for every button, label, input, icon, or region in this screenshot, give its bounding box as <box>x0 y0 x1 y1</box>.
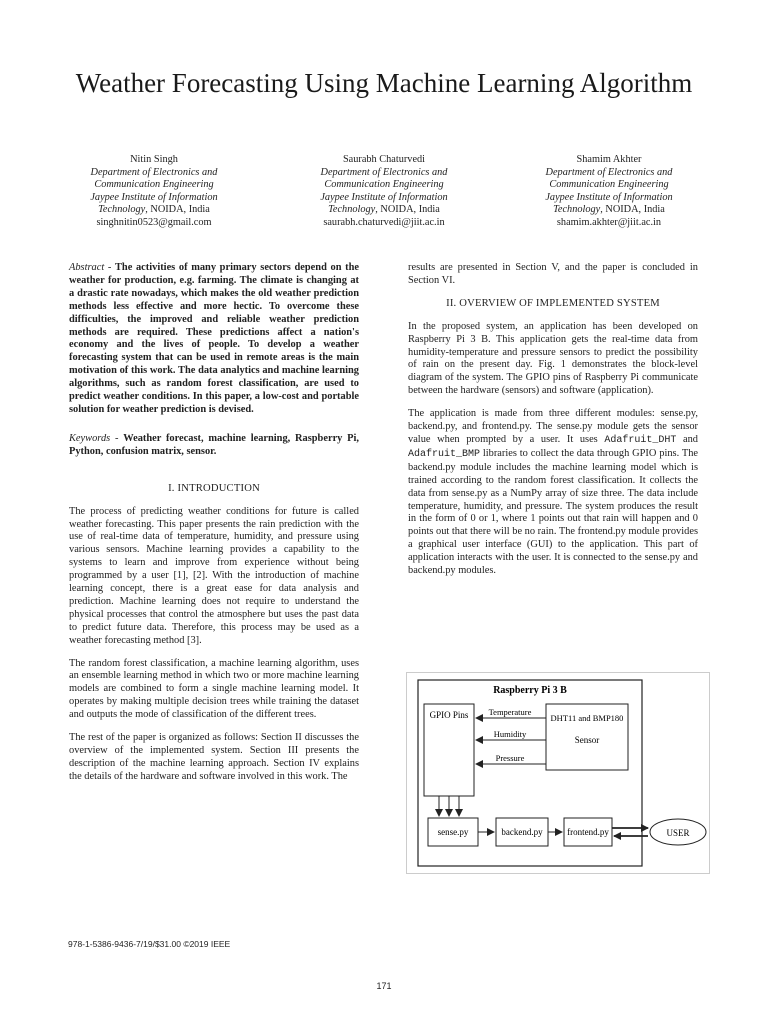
author-email: shamim.akhter@jiit.ac.in <box>556 216 662 228</box>
right-column <box>408 262 698 588</box>
author-institute: Jaypee Institute of Information <box>545 191 673 203</box>
page-number: 171 <box>376 981 392 991</box>
frontend-py-label: frontend.py <box>567 827 609 837</box>
author-institute: Jaypee Institute of Information <box>90 191 218 203</box>
author-dept: Communication Engineering <box>94 179 214 191</box>
code-term: Adafruit_BMP <box>408 448 481 460</box>
author-location: , NOIDA, India <box>375 204 440 216</box>
author-block-2 <box>269 154 499 230</box>
gpio-pins-label: GPIO Pins <box>429 710 469 720</box>
paragraph: In the proposed system, an application has been developed on Raspberry Pi 3 B. This application gets the real-time data from humidity-temperature and pressure sensors to predict the possibility of rain on the present day. Fig. 1 demonstrates the block-level diagram of the system. The GPIO pins of Raspberry Pi communicate between the hardware (sensors) and software (application). <box>408 320 698 397</box>
author-dept: Department of Electronics and <box>90 166 218 178</box>
left-column <box>69 262 359 794</box>
code-term: Adafruit_DHT <box>604 434 677 446</box>
temperature-label: Temperature <box>488 707 532 717</box>
keywords-label: Keywords <box>69 432 111 444</box>
section-heading: I. INTRODUCTION <box>168 482 260 494</box>
pressure-label: Pressure <box>495 753 525 763</box>
backend-py-label: backend.py <box>501 827 543 837</box>
paper-title: Weather Forecasting Using Machine Learning Algorithm <box>75 68 693 98</box>
author-block-1 <box>39 154 269 230</box>
author-dept: Communication Engineering <box>324 179 444 191</box>
sensor-label-2: Sensor <box>574 735 600 745</box>
author-email: singhnitin0523@gmail.com <box>96 216 212 228</box>
author-institute: Technology <box>328 204 376 216</box>
block-diagram <box>406 672 710 874</box>
abstract-label: Abstract <box>69 262 105 273</box>
sensor-label-1: DHT11 and BMP180 <box>550 713 624 723</box>
author-name: Nitin Singh <box>130 154 178 165</box>
abstract-text: The activities of many primary sectors depend on the weather for production, e.g. farming. The climate is changing at a drastic rate nowadays, which makes the old weather prediction methods less effective and more hectic. To overcome these difficulties, the improved and reliable weather prediction methods are required. These predictions affect a nation's economy and the lives of people. To develop a weather forecasting system that can be used in remote areas is the main motivation of this work. The data analytics and machine learning algorithms, such as random forest classification, are used to predict weather conditions. In this paper, a low-cost and portable solution for weather prediction is devised. <box>69 262 359 415</box>
keywords: Keywords - Weather forecast, machine learning, Raspberry Pi, Python, confusion matrix, sensor. <box>69 432 360 457</box>
paragraph: The process of predicting weather conditions for future is called weather forecasting. This paper presents the rain prediction with the use of real-time data of temperature, humidity, and pressure using various sensors. Machine learning provides a capability to the systems to learn and improve from experience without being programmed by a user [1], [2]. With the introduction of machine learning concept, there is a great ease for data analysis and prediction. Machine learning does not require to understand the physical processes that control the atmosphere but uses the past data to predict future data. Therefore, this process may be used as a weather forecasting method [3]. <box>69 505 359 646</box>
author-institute: Jaypee Institute of Information <box>320 191 448 203</box>
paragraph: results are presented in Section V, and the paper is concluded in Section VI. <box>408 262 698 286</box>
raspberry-pi-label: Raspberry Pi 3 B <box>493 685 567 696</box>
author-dept: Department of Electronics and <box>545 166 673 178</box>
author-email: saurabh.chaturvedi@jiit.ac.in <box>323 216 445 228</box>
humidity-label: Humidity <box>493 729 527 739</box>
figure-1-block-diagram <box>406 672 710 874</box>
sense-py-label: sense.py <box>437 827 469 837</box>
author-dept: Department of Electronics and <box>320 166 448 178</box>
author-name: Saurabh Chaturvedi <box>342 154 426 165</box>
author-dept: Communication Engineering <box>549 179 669 191</box>
author-institute: Technology <box>98 204 146 216</box>
author-institute: Technology <box>553 204 601 216</box>
copyright-footer: 978-1-5386-9436-7/19/$31.00 ©2019 IEEE <box>68 939 231 949</box>
paragraph: The random forest classification, a machine learning algorithm, uses an ensemble learning method in which two or more machine learning models are combined to form a single machine learning model. It operates by making multiple decision trees while training the dataset and outputs the mode of classification of the different trees. <box>69 657 359 721</box>
abstract: Abstract - The activities of many primary sectors depend on the weather for production, e.g. farming. The climate is changing at a drastic rate nowadays, which makes the old weather prediction methods less effective and more hectic. To overcome these difficulties, the improved and reliable weather prediction methods are required. These predictions affect a nation's economy and the lives of people. To develop a weather forecasting system that can be used in remote areas is the main motivation of this work. The data analytics and machine learning algorithms, such as random forest classification, are used to predict weather conditions. In this paper, a low-cost and portable solution for weather prediction is devised. <box>69 262 359 415</box>
paragraph: The application is made from three different modules: sense.py, backend.py, and frontend.py. The sense.py module gets the sensor value when prompted by a user. It uses Adafruit_DHT and Adafruit_BMP libraries to collect the data through GPIO pins. The backend.py module includes the machine learning model which is trained according to the random forest classification. It collects the data from sense.py as a NumPy array of size three. The data include temperature, humidity, and pressure. The system produces the result in the form of 0 or 1, where 1 points out that rain will happen and 0 points out that there will be no rain. The frontend.py module provides a graphical user interface (GUI) to the application. This part of application interacts with the user. It is connected to the sense.py and backend.py modules. <box>408 408 698 577</box>
user-label: USER <box>666 828 690 838</box>
author-location: , NOIDA, India <box>600 204 665 216</box>
section-heading: II. OVERVIEW OF IMPLEMENTED SYSTEM <box>446 297 660 309</box>
author-location: , NOIDA, India <box>145 204 210 216</box>
author-name: Shamim Akhter <box>576 154 642 165</box>
paragraph: The rest of the paper is organized as follows: Section II discusses the overview of the implemented system. Section III presents the description of the machine learning approach. Section IV explains the details of the hardware and software involved in this work. The <box>69 732 359 782</box>
author-block-3 <box>494 154 724 230</box>
keywords-text: Weather forecast, machine learning, Raspberry Pi, Python, confusion matrix, sensor. <box>69 432 360 457</box>
